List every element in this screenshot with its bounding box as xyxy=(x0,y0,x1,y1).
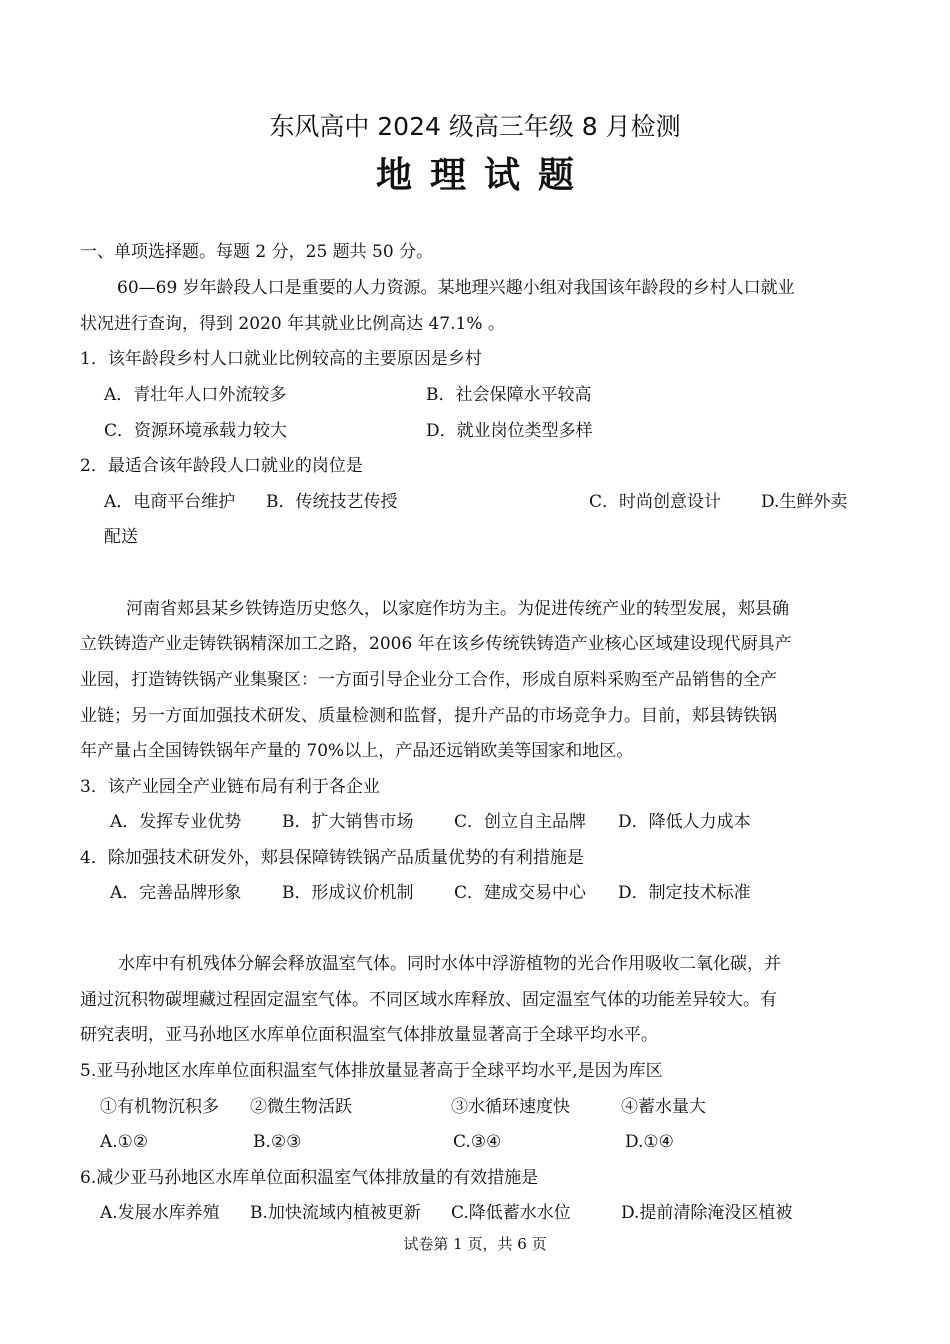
question-5-stem: 5.亚马孙地区水库单位面积温室气体排放量显著高于全球平均水平,是因为库区 xyxy=(80,1061,663,1081)
question-5-statement-1: ①有机物沉积多 xyxy=(100,1097,219,1117)
question-1-stem: 1．该年龄段乡村人口就业比例较高的主要原因是乡村 xyxy=(80,349,482,369)
question-2-stem: 2．最适合该年龄段人口就业的岗位是 xyxy=(80,456,363,476)
question-3-option-a: A．发挥专业优势 xyxy=(110,812,242,832)
question-3-option-d: D．降低人力成本 xyxy=(618,812,751,832)
question-2-option-c: C．时尚创意设计 xyxy=(589,492,722,512)
question-5-option-b: B.②③ xyxy=(253,1132,302,1152)
question-6-stem: 6.减少亚马孙地区水库单位面积温室气体排放量的有效措施是 xyxy=(80,1168,539,1188)
question-2-option-a: A．电商平台维护 xyxy=(104,492,236,512)
question-5-option-d: D.①④ xyxy=(625,1132,674,1152)
question-3-option-c: C．创立自主品牌 xyxy=(454,812,587,832)
question-3-option-b: B．扩大销售市场 xyxy=(282,812,414,832)
passage1-line2: 状况进行查询，得到 2020 年其就业比例高达 47.1% 。 xyxy=(80,314,505,334)
question-3-stem: 3．该产业园全产业链布局有利于各企业 xyxy=(80,777,380,797)
passage3-line3: 研究表明，亚马孙地区水库单位面积温室气体排放量显著高于全球平均水平。 xyxy=(80,1025,658,1045)
passage3-line1: 水库中有机残体分解会释放温室气体。同时水体中浮游植物的光合作用吸收二氧化碳，并 xyxy=(118,954,781,974)
question-1-option-b: B．社会保障水平较高 xyxy=(426,385,592,405)
passage1-line1: 60—69 岁年龄段人口是重要的人力资源。某地理兴趣小组对我国该年龄段的乡村人口就业 xyxy=(117,278,795,298)
passage2-line5: 年产量占全国铸铁锅年产量的 70%以上，产品还远销欧美等国家和地区。 xyxy=(80,741,634,761)
question-4-stem: 4．除加强技术研发外，郏县保障铸铁锅产品质量优势的有利措施是 xyxy=(80,848,584,868)
section-heading: 一、单项选择题。每题 2 分，25 题共 50 分。 xyxy=(80,242,434,262)
question-5-option-a: A.①② xyxy=(100,1132,149,1152)
question-4-option-c: C．建成交易中心 xyxy=(454,883,587,903)
question-6-option-d: D.提前清除淹没区植被 xyxy=(621,1203,793,1223)
question-2-option-d-continued: 配送 xyxy=(104,527,138,547)
question-2-option-d: D.生鲜外卖 xyxy=(761,492,848,512)
page-footer: 试卷第 1 页，共 6 页 xyxy=(403,1235,547,1253)
question-6-option-a: A.发展水库养殖 xyxy=(100,1203,220,1223)
question-1-option-d: D．就业岗位类型多样 xyxy=(426,421,593,441)
question-4-option-a: A．完善品牌形象 xyxy=(110,883,242,903)
passage2-line1: 河南省郏县某乡铁铸造历史悠久，以家庭作坊为主。为促进传统产业的转型发展，郏县确 xyxy=(126,599,789,619)
subject-title: 地理试题 xyxy=(375,155,592,196)
passage3-line2: 通过沉积物碳埋藏过程固定温室气体。不同区域水库释放、固定温室气体的功能差异较大。有 xyxy=(80,990,777,1010)
question-6-option-c: C.降低蓄水水位 xyxy=(451,1203,571,1223)
question-4-option-b: B．形成议价机制 xyxy=(282,883,414,903)
question-5-statement-2: ②微生物活跃 xyxy=(250,1097,352,1117)
question-5-statement-4: ④蓄水量大 xyxy=(621,1097,706,1117)
question-1-option-a: A．青壮年人口外流较多 xyxy=(104,385,287,405)
question-4-option-d: D．制定技术标准 xyxy=(618,883,751,903)
question-5-option-c: C.③④ xyxy=(453,1132,502,1152)
question-2-option-b: B．传统技艺传授 xyxy=(266,492,398,512)
exam-title: 东风高中 2024 级高三年级 8 月检测 xyxy=(269,112,681,141)
question-6-option-b: B.加快流域内植被更新 xyxy=(250,1203,421,1223)
passage2-line4: 业链；另一方面加强技术研发、质量检测和监督，提升产品的市场竞争力。目前，郏县铸铁锅 xyxy=(80,706,777,726)
question-1-option-c: C．资源环境承载力较大 xyxy=(104,421,288,441)
passage2-line2: 立铁铸造产业走铸铁锅精深加工之路，2006 年在该乡传统铁铸造产业核心区域建设现代厨具产 xyxy=(80,634,792,654)
question-5-statement-3: ③水循环速度快 xyxy=(451,1097,570,1117)
passage2-line3: 业园，打造铸铁锅产业集聚区：一方面引导企业分工合作，形成自原料采购至产品销售的全产 xyxy=(80,670,777,690)
